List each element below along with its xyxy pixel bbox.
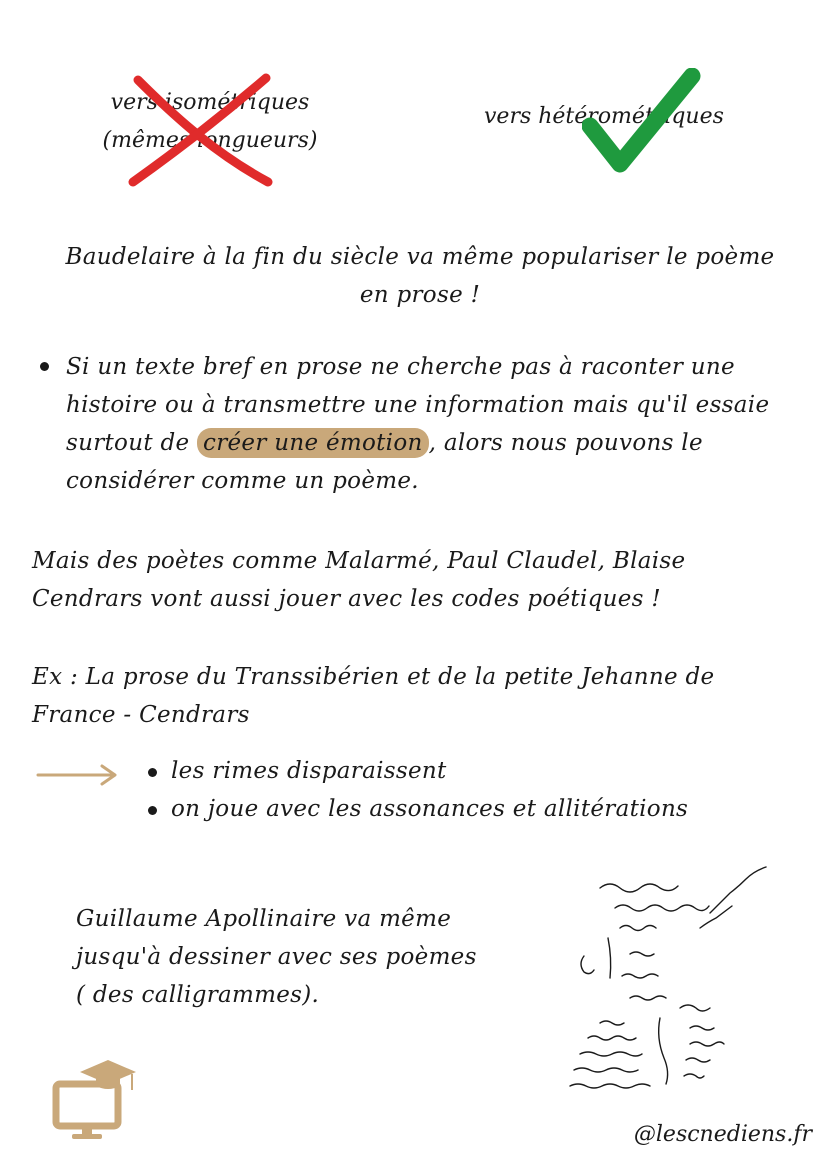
isometric-title: vers isométriques <box>110 90 310 115</box>
isometric-subtitle: (mêmes longueurs) <box>102 128 318 153</box>
bullet-dot <box>148 806 157 815</box>
calligram-image <box>560 858 790 1098</box>
arrow-right-icon <box>36 764 120 786</box>
definition-text <box>66 348 796 500</box>
baudelaire-intro <box>30 238 810 314</box>
bullet-dot <box>40 362 49 371</box>
bullet-dot <box>148 768 157 777</box>
intro-line-1: Baudelaire à la fin du siècle va même populariser le poème <box>65 244 775 270</box>
definition-part-1: Si un texte bref en prose ne cherche pas à raconter une histoire ou à transmettre une information mais qu'il essaie surtout de <box>66 354 770 456</box>
green-check-icon <box>582 68 702 178</box>
poets-line-2: Cendrars vont aussi jouer avec les codes poétiques ! <box>32 586 661 612</box>
social-handle: @lescnediens.fr <box>633 1122 812 1147</box>
apollinaire-paragraph <box>76 900 536 1014</box>
highlighted-phrase: créer une émotion <box>197 428 429 458</box>
apollinaire-line-1: Guillaume Apollinaire va même <box>76 906 452 932</box>
definition-part-2: , alors nous pouvons le considérer comme un poème. <box>66 430 703 494</box>
example-line-1: Ex : La prose du Transsibérien et de la petite Jehanne de <box>32 664 715 690</box>
apollinaire-line-2: jusqu'à dessiner avec ses poèmes <box>76 944 477 970</box>
apollinaire-line-3: ( des calligrammes). <box>76 982 320 1008</box>
consequences-list <box>148 752 808 828</box>
heterometric-verse-label: vers hétérométriques <box>484 104 724 129</box>
poets-line-1: Mais des poètes comme Malarmé, Paul Claudel, Blaise <box>32 548 686 574</box>
red-cross-icon <box>118 70 278 190</box>
example-paragraph <box>32 658 812 734</box>
intro-line-2: en prose ! <box>359 282 481 308</box>
list-item: on joue avec les assonances et allitérations <box>148 790 808 828</box>
computer-graduation-cap-icon <box>50 1056 140 1146</box>
example-line-2: France - Cendrars <box>32 702 250 728</box>
poets-paragraph <box>32 542 812 618</box>
list-item: les rimes disparaissent <box>148 752 808 790</box>
